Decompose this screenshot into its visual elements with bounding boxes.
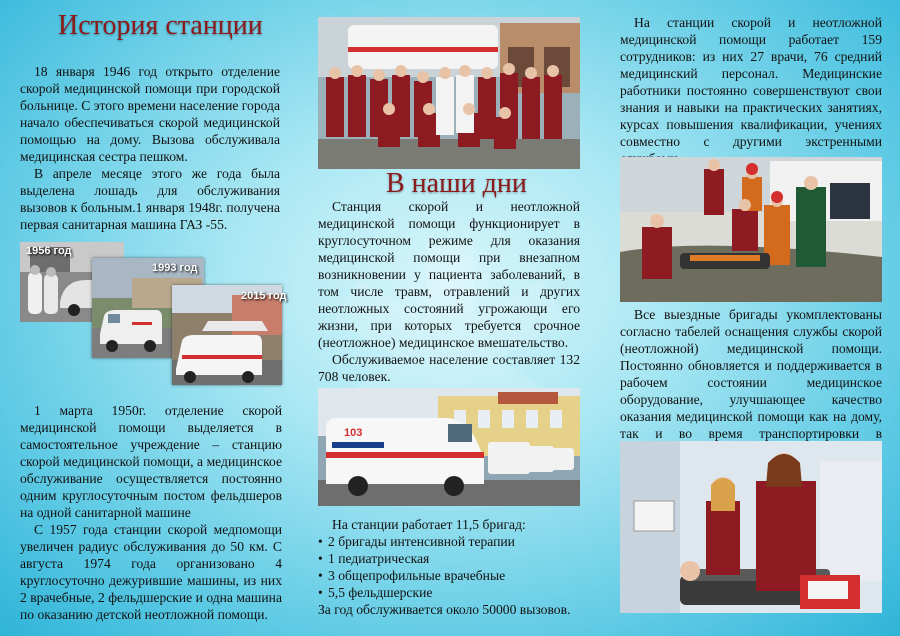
population-paragraph: Обслуживаемое население составляет 132 708 человек.: [318, 352, 580, 384]
annual-calls: За год обслуживается около 50000 вызовов.: [318, 602, 571, 617]
brigades-text: [318, 516, 586, 618]
photo-rescue-exercise: [620, 157, 882, 302]
year-label-1956: 1956 год: [26, 245, 72, 257]
list-item: • 1 педиатрическая: [318, 550, 586, 567]
list-item: • 3 общепрофильные врачебные: [318, 567, 586, 584]
photo-ambulance-fleet: [318, 388, 580, 506]
photo-staff-group: [318, 17, 580, 169]
ambulance-number: 103: [344, 427, 363, 439]
equipment-text: [620, 306, 882, 459]
year-label-2015: 2015 год: [241, 290, 287, 302]
list-item: • 2 бригады интенсивной терапии: [318, 533, 586, 550]
year-label-1993: 1993 год: [152, 262, 198, 274]
staff-paragraph: На станции скорой и неотложной медицинской помощи работает 159 сотрудников: из них 27 врачи, 76 средний медицинский персонал. Медицинские работники постоянно совершенствуют свои знания и навыки на практических занятиях, курсах повышения квалификации, учениях совместно с другими экстренными: [620, 15, 882, 149]
list-item: • 5,5 фельдшерские: [318, 584, 586, 601]
staff-text: [620, 14, 882, 167]
nowadays-heading: В наши дни: [386, 168, 527, 199]
equipment-paragraph: Все выездные бригады укомплектованы согласно табелей оснащения службы скорой (неотложной) медицинской помощи. Постоянно обновляется и поддерживается в рабочем состоянии медицинское оборудование, улучшающее качество оказания медицинской помощи как на дому, так и во время транспортировки в: [620, 307, 882, 441]
brigades-intro: На станции работает 11,5 бригад:: [332, 517, 526, 532]
history-paragraph-4: С 1957 года станции скорой медпомощи увеличен радиус обслуживания до 50 км. С августа 1974 года организовано 4 круглосуточно дежурившие машины, из них 2 врачебные, 2 фельдшерские и одна машина по оказанию детской неотложной помощи.: [20, 522, 282, 622]
nowadays-text: [318, 198, 580, 385]
history-paragraph-2: В апреле месяце этого же года была выделена лошадь для обслуживания вызовов к больным.1 января 1948г. получена первая санитарная машина ГАЗ -55.: [20, 166, 280, 232]
history-text-bottom: [20, 402, 282, 623]
history-text-top: [20, 63, 280, 233]
nowadays-paragraph-1: Станция скорой и неотложной медицинской помощи функционирует в круглосуточном режиме для оказания медицинской помощи при внезапном возникновении у пациента заболеваний, в том числе травм, отравлений и других неотложных состояний угрожающи его жизни, при которых требуется срочное (неотложное) медицинское вмешательство.: [318, 199, 580, 350]
history-paragraph-3: 1 марта 1950г. отделение скорой медицинской помощи выделяется в самостоятельное учреждение – станцию скорой медицинской помощи, а медицинское обслуживание осуществляется постоянно одним круглосуточным постом фельдшеров на одной санитарной машине: [20, 403, 282, 520]
photo-ambulance-interior: [620, 441, 882, 613]
brigades-list: [318, 533, 586, 601]
history-paragraph-1: 18 января 1946 год открыто отделение скорой медицинской помощи при городской больнице. С этого времени население города начало обеспечиваться скорой медицинской помощью на дому. Вызова обслуживала медицинская сестра пешком.: [20, 64, 280, 164]
history-heading: История станции: [58, 10, 263, 41]
